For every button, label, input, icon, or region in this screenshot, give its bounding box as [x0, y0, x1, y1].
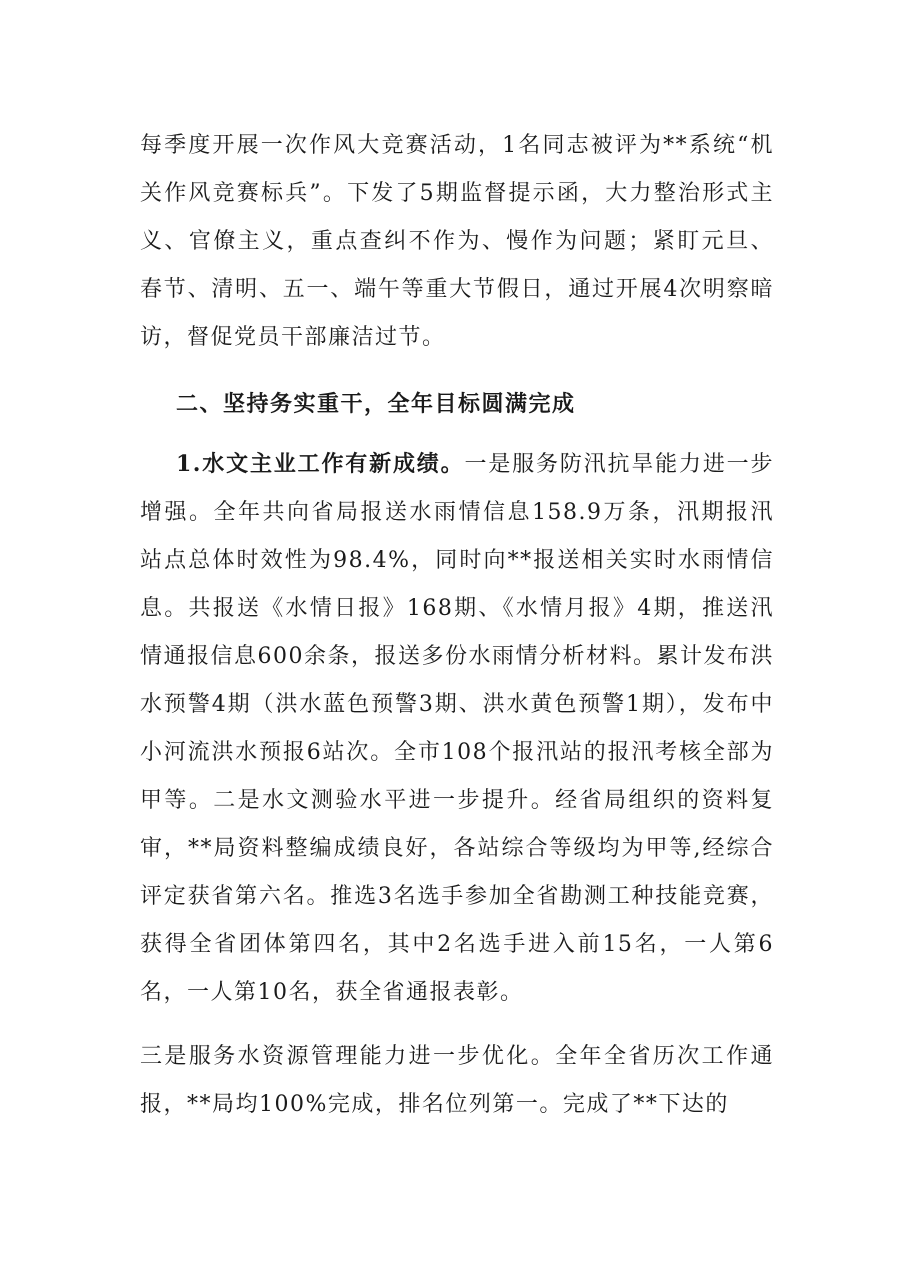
section-heading: 二、坚持务实重干，全年目标圆满完成 — [176, 391, 576, 417]
paragraph-item-3: 三是服务水资源管理能力进一步优化。全年全省历次工作通报，**局均100%完成，排名位列第一。完成了**下达的 — [140, 1044, 774, 1117]
item-1-body: 一是服务防汛抗旱能力进一步增强。全年共向省局报送水雨情信息158.9万条，汛期报汛站点总体时效性为98.4%，同时向**报送相关实时水雨情信息。共报送《水情日报》168期、《水情月报》4期，推送汛情通报信息600余条，报送多份水雨情分析材料。累计发布洪水预警4期（洪水蓝色预警3期、洪水黄色预警1期），发布中小河流洪水预报6站次。全市108个报汛站的报汛考核全部为甲等。二是水文测验水平进一步提升。经省局组织的资料复审，**局资料整编成绩良好，各站综合等级均为甲等,经综合评定获省第六名。推选3名选手参加全省勘测工种技能竞赛，获得全省团体第四名，其中2名选手进入前15名，一人第6名，一人第10名，获全省通报表彰。 — [140, 452, 774, 1005]
paragraph-item-1 — [140, 440, 774, 1017]
paragraph-continuation: 每季度开展一次作风大竞赛活动，1名同志被评为**系统“机关作风竞赛标兵”。下发了5期监督提示函，大力整治形式主义、官僚主义，重点查纠不作为、慢作为问题；紧盯元旦、春节、清明、五一、端午等重大节假日，通过开展4次明察暗访，督促党员干部廉洁过节。 — [140, 133, 774, 350]
item-1-lead: 1.水文主业工作有新成绩。 — [176, 451, 465, 477]
document-page — [140, 122, 774, 1129]
